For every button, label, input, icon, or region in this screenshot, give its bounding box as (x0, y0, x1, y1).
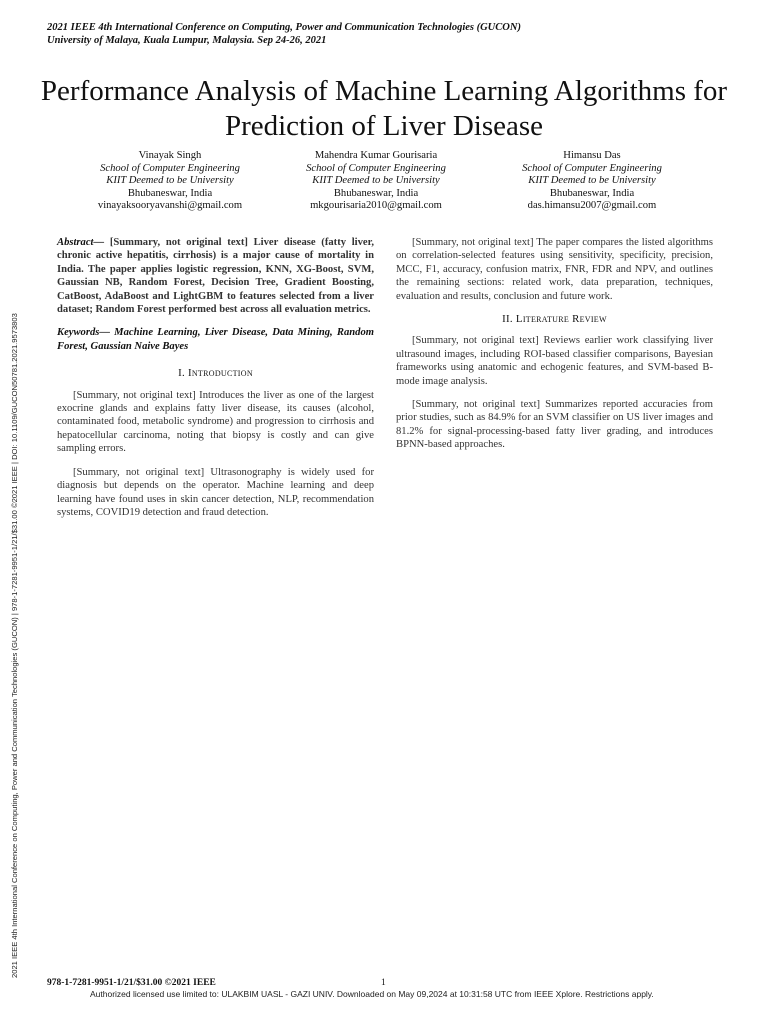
author-block-3 (478, 150, 706, 213)
author-department: School of Computer Engineering (522, 162, 662, 174)
author-department: School of Computer Engineering (306, 162, 446, 174)
intro-paragraph: [Summary, not original text] Ultrasonography is widely used for diagnosis but depends on the operator. Machine learning and deep learning have found uses in skin cancer detection, NLP, recommendation systems, COVID19 detection and fraud detection. (57, 466, 374, 518)
author-email: mkgourisaria2010@gmail.com (310, 200, 442, 212)
author-block-1 (56, 150, 284, 213)
author-name: Vinayak Singh (138, 150, 202, 161)
footer-isbn: 978-1-7281-9951-1/21/$31.00 ©2021 IEEE (47, 978, 216, 988)
left-column (57, 236, 374, 529)
intro-paragraph: [Summary, not original text] The paper compares the listed algorithms on correlation-selected features using sensitivity, specificity, precision, MCC, F1, accuracy, confusion matrix, FNR, FDR and NPV, and outlines the remaining sections: related work, data preparation, techniques, evaluation and results, conclusion and future work. (396, 237, 713, 302)
author-institution: KIIT Deemed to be University (528, 175, 656, 187)
author-city: Bhubaneswar, India (333, 187, 419, 199)
abstract (57, 236, 374, 316)
author-name: Mahendra Kumar Gourisaria (314, 150, 438, 161)
conference-header (47, 21, 667, 47)
author-email: vinayaksooryavanshi@gmail.com (97, 200, 243, 212)
author-institution: KIIT Deemed to be University (312, 175, 440, 187)
abstract-lead: Abstract— (57, 237, 105, 248)
author-city: Bhubaneswar, India (127, 187, 213, 199)
author-city: Bhubaneswar, India (549, 187, 635, 199)
keywords: Keywords— Machine Learning, Liver Disease, Data Mining, Random Forest, Gaussian Naive Bayes (57, 327, 374, 352)
section-heading-introduction: I. Introduction (178, 367, 253, 380)
author-institution: KIIT Deemed to be University (106, 175, 234, 187)
paper-title: Performance Analysis of Machine Learning Algorithms for Prediction of Liver Disease (40, 75, 728, 142)
page-number: 1 (381, 978, 386, 988)
section-heading-literature-review: II. Literature Review (502, 313, 607, 326)
author-name: Himansu Das (563, 150, 621, 161)
conference-venue: University of Malaya, Kuala Lumpur, Malaysia. Sep 24-26, 2021 (47, 35, 327, 46)
intro-paragraph: [Summary, not original text] Introduces the liver as one of the largest exocrine glands and explains fatty liver disease, its causes (alcohol, contaminated food, metabolic syndrome) and progression to cirrhosis and hepatocellular carcinoma, noting that biopsy is costly and can give sampling errors. (57, 389, 374, 455)
license-notice: Authorized licensed use limited to: ULAKBIM UASL - GAZI UNIV. Downloaded on May 09,2024 at 10:31:58 UTC from IEEE Xplore. Restrictions apply. (90, 989, 654, 999)
author-department: School of Computer Engineering (100, 162, 240, 174)
abstract-summary: [Summary, not original text] Liver disease (fatty liver, chronic active hepatitis, cirrhosis) is a major cause of mortality in India. The paper applies logistic regression, KNN, XG-Boost, SVM, Gaussian NB, Random Forest, Decision Tree, Gradient Boosting, CatBoost, AdaBoost and LightGBM to features selected from a liver dataset; Random Forest performed best across all evaluation metrics. (57, 237, 374, 316)
author-email: das.himansu2007@gmail.com (527, 200, 657, 212)
author-block-2 (262, 150, 490, 213)
right-column (396, 236, 713, 462)
conference-name: 2021 IEEE 4th International Conference on Computing, Power and Communication Technologies (GUCON) (47, 22, 521, 33)
literature-paragraph: [Summary, not original text] Summarizes reported accuracies from prior studies, such as 84.9% for an SVM classifier on US liver images and 81.2% for signal-processing-based fatty liver grading, and introduces BPNN-based approaches. (396, 399, 713, 451)
side-metadata-strip: 2021 IEEE 4th International Conference on Computing, Power and Communication Technologies (GUCON) | 978-1-7281-9951-1/21/$31.00 ©2021 IEEE | DOI: 10.1109/GUCON50781.2021.9573803 (10, 313, 19, 978)
literature-paragraph: [Summary, not original text] Reviews earlier work classifying liver ultrasound images, including ROI-based classifier comparisons, Bayesian frameworks using anatomic and echogenic features, and SVM-based B-mode image analysis. (396, 335, 713, 387)
